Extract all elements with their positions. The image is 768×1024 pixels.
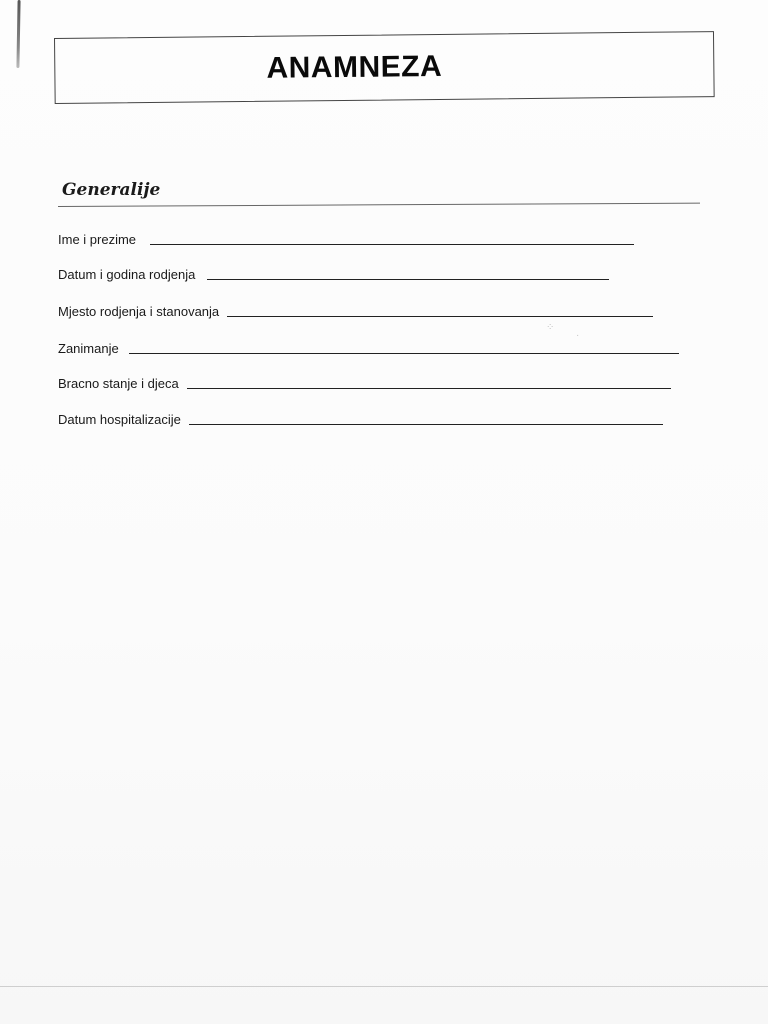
scan-edge-mark (16, 0, 20, 68)
scan-speck: ⁘ (546, 322, 555, 333)
field-input-line-marital-status[interactable] (187, 388, 671, 389)
field-label-hospitalization-date: Datum hospitalizacije (58, 412, 181, 427)
field-input-line-occupation[interactable] (129, 353, 679, 354)
scan-speck: · (576, 330, 580, 341)
field-label-name: Ime i prezime (58, 232, 137, 247)
field-name (58, 232, 634, 247)
field-label-birth-date: Datum i godina rodjenja (58, 267, 196, 282)
field-input-line-name[interactable] (150, 244, 634, 245)
field-hospitalization-date (58, 412, 663, 427)
generalije-section (58, 180, 706, 207)
title-box (54, 31, 715, 104)
field-input-line-birth-date[interactable] (207, 279, 609, 280)
field-label-occupation: Zanimanje (58, 341, 119, 356)
field-label-marital-status: Bracno stanje i djeca (58, 376, 179, 391)
field-input-line-hospitalization-date[interactable] (189, 424, 663, 425)
field-birth-date (58, 267, 609, 282)
field-input-line-birthplace-residence[interactable] (227, 316, 653, 317)
field-birthplace-residence (58, 304, 653, 319)
document-title: ANAMNEZA (266, 49, 443, 85)
scan-bottom-edge (0, 986, 768, 987)
section-title: Generalije (62, 180, 161, 200)
field-marital-status (58, 376, 671, 391)
field-occupation (58, 341, 679, 356)
field-label-birthplace-residence: Mjesto rodjenja i stanovanja (58, 304, 220, 319)
